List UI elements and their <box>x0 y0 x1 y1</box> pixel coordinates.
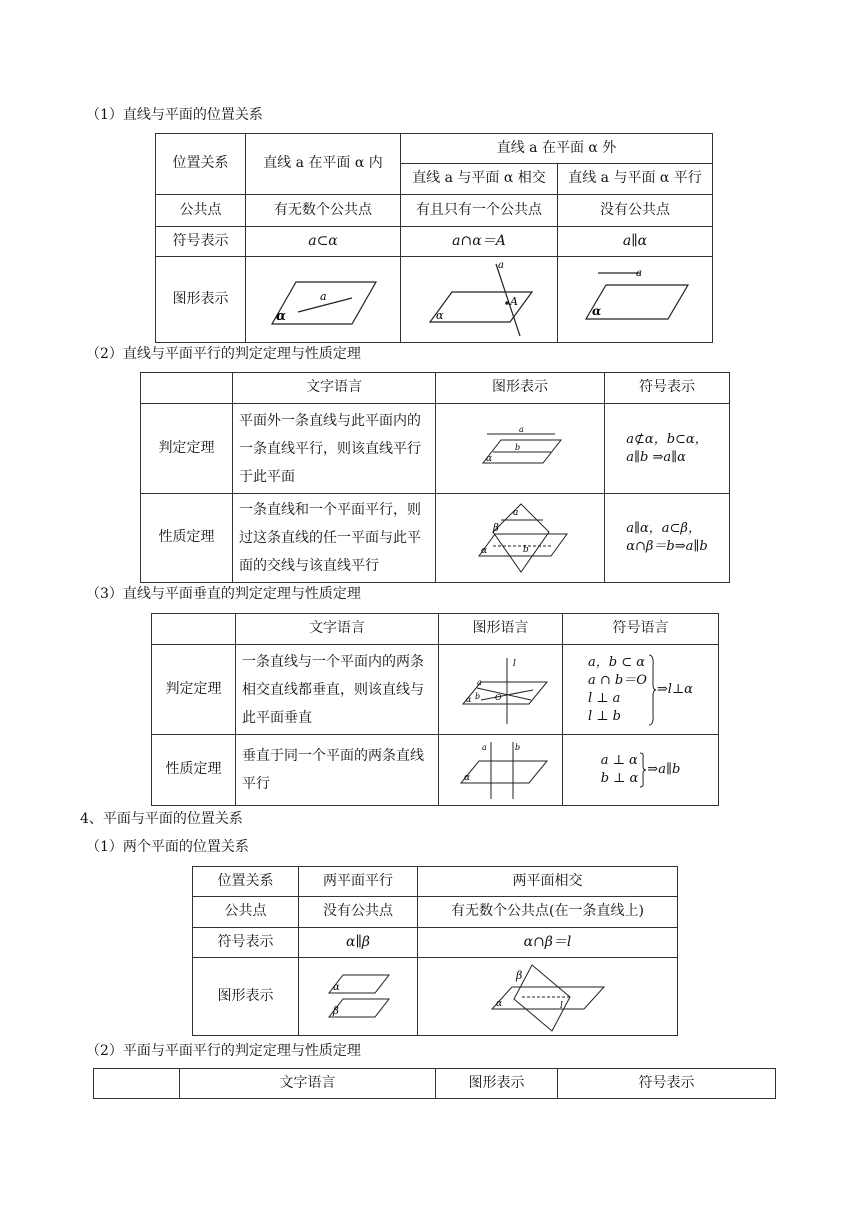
svg-text:β: β <box>493 523 499 534</box>
svg-text:α: α <box>486 453 493 464</box>
perpendicular-property-figure <box>451 739 551 801</box>
symbol-line: a∥α，a⊂β， <box>626 521 701 537</box>
symbol-cell <box>563 735 719 806</box>
header-cell <box>94 1069 180 1099</box>
plane-plane-parallel-theorem-table <box>93 1068 776 1099</box>
header-cell: 直线 a 与平面 α 平行 <box>558 164 713 195</box>
row-label: 判定定理 <box>152 645 236 735</box>
header-cell: 直线 a 在平面 α 外 <box>401 134 713 164</box>
parallel-property-figure <box>465 498 575 578</box>
theorem-text: 一条直线和一个平面平行，则过这条直线的任一平面与此平面的交线与该直线平行 <box>233 494 436 583</box>
figure-cell <box>401 257 558 343</box>
figure-cell <box>439 645 563 735</box>
figure-cell <box>418 958 678 1036</box>
row-label: 图形表示 <box>193 958 299 1036</box>
svg-text:α: α <box>481 546 488 556</box>
line-in-plane-figure <box>268 270 378 330</box>
svg-text:α: α <box>495 998 502 1009</box>
svg-text:α: α <box>463 773 470 783</box>
svg-text:β: β <box>515 968 522 982</box>
table-cell: 没有公共点 <box>558 195 713 227</box>
figure-cell <box>299 958 418 1036</box>
symbol-line: a∥b ⇒a∥α <box>626 449 686 465</box>
chapter-heading: 4、平面与平面的位置关系 <box>80 811 243 827</box>
svg-text:a: a <box>636 267 642 279</box>
parallel-criterion-figure <box>475 425 565 473</box>
symbol-conclusion: ⇒a∥b <box>647 762 681 778</box>
header-cell: 图形表示 <box>436 373 605 404</box>
header-cell: 图形语言 <box>439 614 563 645</box>
table-cell: 有无数个公共点(在一条直线上) <box>418 897 678 928</box>
header-cell: 两平面平行 <box>299 867 418 897</box>
header-cell: 符号语言 <box>563 614 719 645</box>
svg-text:b: b <box>474 691 480 701</box>
line-plane-perpendicular-theorem-table <box>151 613 719 806</box>
theorem-text: 平面外一条直线与此平面内的一条直线平行，则该直线平行于此平面 <box>233 404 436 494</box>
table-cell: 没有公共点 <box>299 897 418 928</box>
right-brace-icon <box>648 654 656 726</box>
line-intersect-plane-figure <box>424 260 534 340</box>
symbol-cell <box>605 494 730 583</box>
perpendicular-criterion-figure <box>451 654 551 726</box>
figure-cell <box>246 257 401 343</box>
svg-text:a: a <box>513 508 519 518</box>
svg-text:α: α <box>465 694 471 704</box>
svg-text:a: a <box>320 289 327 303</box>
section-heading: （2）直线与平面平行的判定定理与性质定理 <box>86 346 361 362</box>
symbol-line: a，b ⊂ α <box>588 654 646 670</box>
section-heading: （3）直线与平面垂直的判定定理与性质定理 <box>86 586 361 602</box>
symbol-cell: α∩β＝l <box>418 928 678 958</box>
header-cell <box>141 373 233 404</box>
section-heading: （1）两个平面的位置关系 <box>86 839 249 855</box>
theorem-text: 一条直线与一个平面内的两条相交直线都垂直，则该直线与此平面垂直 <box>236 645 439 735</box>
symbol-cell <box>605 404 730 494</box>
row-label: 判定定理 <box>141 404 233 494</box>
figure-cell <box>436 404 605 494</box>
symbol-cell: a⊂α <box>246 227 401 257</box>
svg-text:a: a <box>519 424 524 434</box>
symbol-line: α∩β＝b⇒a∥b <box>626 539 708 554</box>
symbol-cell: α∥β <box>299 928 418 958</box>
svg-text:a: a <box>481 743 487 752</box>
svg-text:α: α <box>592 303 602 318</box>
row-label: 公共点 <box>156 195 246 227</box>
header-cell: 两平面相交 <box>418 867 678 897</box>
symbol-line: b ⊥ α <box>600 771 639 786</box>
header-cell: 文字语言 <box>233 373 436 404</box>
line-plane-relation-table <box>155 133 713 343</box>
section-heading: （1）直线与平面的位置关系 <box>86 107 263 123</box>
svg-text:b: b <box>523 545 529 555</box>
row-label: 符号表示 <box>193 928 299 958</box>
table-cell: 有且只有一个公共点 <box>401 195 558 227</box>
header-cell: 位置关系 <box>156 134 246 195</box>
svg-text:b: b <box>514 743 520 752</box>
svg-text:l: l <box>559 1000 563 1011</box>
theorem-text: 垂直于同一个平面的两条直线平行 <box>236 735 439 806</box>
symbol-cell: a∩α＝A <box>401 227 558 257</box>
header-cell: 直线 a 在平面 α 内 <box>246 134 401 195</box>
row-label: 符号表示 <box>156 227 246 257</box>
symbol-line: l ⊥ a <box>588 690 621 706</box>
symbol-conclusion: ⇒l⊥α <box>656 681 693 697</box>
svg-text:A: A <box>510 294 518 308</box>
row-label: 性质定理 <box>152 735 236 806</box>
line-plane-parallel-theorem-table <box>140 372 730 583</box>
svg-text:a: a <box>498 259 504 271</box>
section-heading: （2）平面与平面平行的判定定理与性质定理 <box>86 1043 361 1059</box>
symbol-line: a⊄α，b⊂α， <box>626 431 708 447</box>
header-cell: 直线 a 与平面 α 相交 <box>401 164 558 195</box>
symbol-line: a ∩ b＝O <box>588 672 647 688</box>
plane-plane-relation-table <box>192 866 678 1036</box>
svg-text:α: α <box>333 981 340 993</box>
right-brace-icon <box>639 752 646 788</box>
header-cell: 图形表示 <box>436 1069 558 1099</box>
figure-cell <box>436 494 605 583</box>
parallel-planes-figure <box>323 969 393 1025</box>
header-cell: 文字语言 <box>236 614 439 645</box>
svg-text:β: β <box>333 1005 339 1017</box>
symbol-line: a ⊥ α <box>600 753 638 768</box>
symbol-cell: a∥α <box>558 227 713 257</box>
line-parallel-plane-figure <box>580 265 690 335</box>
intersecting-planes-figure <box>488 961 608 1033</box>
svg-text:b: b <box>515 442 521 452</box>
table-cell: 有无数个公共点 <box>246 195 401 227</box>
header-cell: 符号表示 <box>558 1069 776 1099</box>
header-cell: 文字语言 <box>180 1069 436 1099</box>
header-cell <box>152 614 236 645</box>
svg-text:a: a <box>476 677 482 687</box>
row-label: 性质定理 <box>141 494 233 583</box>
symbol-cell <box>563 645 719 735</box>
svg-text:l: l <box>512 658 516 669</box>
header-cell: 符号表示 <box>605 373 730 404</box>
figure-cell <box>439 735 563 806</box>
row-label: 图形表示 <box>156 257 246 343</box>
figure-cell <box>558 257 713 343</box>
symbol-line: l ⊥ b <box>588 708 621 724</box>
svg-text:O: O <box>494 692 502 702</box>
header-cell: 位置关系 <box>193 867 299 897</box>
row-label: 公共点 <box>193 897 299 928</box>
svg-text:α: α <box>436 308 444 322</box>
svg-text:α: α <box>276 308 287 324</box>
